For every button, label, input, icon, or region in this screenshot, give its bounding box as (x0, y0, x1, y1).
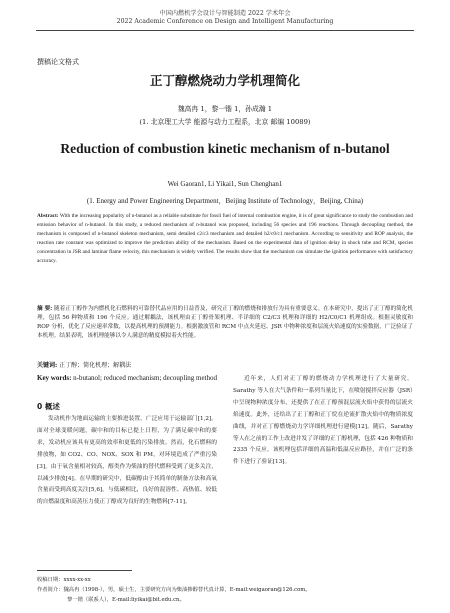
footnote-received: 收稿日期：xxxx-xx-xx (37, 577, 91, 583)
abstract-chinese (37, 305, 413, 341)
footnotes (37, 575, 413, 605)
keywords-english (37, 374, 217, 382)
header-rule (36, 30, 414, 31)
affiliation-english: (1. Energy and Power Engineering Department，Beijing Institute of Technology，Beijing, China) (86, 197, 364, 205)
affiliation-chinese: (1. 北京理工大学 能源与动力工程系，北京 邮编 10089) (139, 118, 311, 126)
section-tag: 撰稿论文格式 (37, 58, 79, 66)
keywords-chinese (37, 360, 131, 369)
footnote-rule (37, 570, 132, 571)
abstract-chinese-label: 摘 要: (37, 306, 53, 312)
authors-english: Wei Gaoran1, Li Yikai1, Sun Chenghan1 (167, 180, 283, 188)
body-column-left: 发动机作为地面运输的主要推进装置，广泛应用于运输部门[1,2]。面对全球变暖问题，碳中和的目标已提上日程，为了满足碳中和的要求，发动机应该具有更高的效率和更低的污染排放。然而，化石燃料的排放物，如 CO2、CO、NOX、SOX 和 PM，对环境造成了严重污染[3]。由于氧含量相对较高，醇类作为柴油的替代燃料受到了更多关注，以减少排放[4]。在早期的研究中，低碳醇由于其简单的制备方法和高氧含量而受到高度关注[5,6]。与低碳相比，良好的混溶性、高热值、较低的自燃温度和高蒸压力使正丁醇成为良好的生物燃料[7-11]。 (37, 416, 217, 506)
keywords-chinese-text: 正丁醇；简化机理；解耦法 (59, 362, 132, 369)
keywords-chinese-label: 关键词: (37, 362, 58, 369)
footnote-author-info: 作者简介：魏高冉（1998-），男，硕士生，主要研究方向为柴油掺醇替代真计算，E-mail:weigaoran@126.com。 (37, 587, 311, 593)
abstract-chinese-text: 随着正丁醇作为内燃机化石燃料的可靠替代品应用的日益普及，研究正丁醇的燃烧和排放行为具有重要意义。在本研究中，提出了正丁醇的简化机理，包括 56 种物质和 196 个反应。通过解耦法，该机理由正丁醇骨架机理、半详细的 C2/C3 机理和详细的 H2/C0/C1 机理组成。根据灵敏度和 ROP 分析，优化了反应速率常数，以提高机理的预测能力。根据激波管和 RCM 中点火延迟、JSR 中物种浓度和层流火焰速度的实验数据，广泛验证了本机理。结果表明，该机理能够以令人满意的精度模拟着火性能。 (37, 306, 413, 339)
keywords-english-label: Key words: (37, 374, 72, 382)
running-head-cn: 中国内燃机学会设计与智能制造 2022 学术年会 (159, 10, 291, 17)
authors-chinese: 魏高冉 1，黎一锴 1，孙成瀚 1 (177, 105, 273, 113)
title-chinese: 正丁醇燃烧动力学机理简化 (149, 73, 300, 88)
abstract-english-text: With the increasing popularity of n-butanol as a reliable substitute for fossil fuel of internal combustion engine, it is of great significance to study the combustion and emission behavior of n-butanol. In this study, a reduced mechanism of n-butanol was proposed, including 56 species and 196 reactions. Through decoupling method, the mechanism is composed of n-butanol skeleton mechanism, semi detailed c2/c3 mechanism and detailed h2/c0/c1 mechanism. According to sensitivity and ROP analysis, the reaction rate constant was optimized to improve the prediction ability of the mechanism. Based on the experimental data of ignition delay in shock tube and RCM, species concentration in JSR and laminar flame velocity, this mechanism is widely verified. The results show that the mechanism can simulate the ignition performance with satisfactory accuracy. (37, 213, 413, 264)
body-column-right: 近年来，人们对正丁醇的燃烧动力学机理进行了大量研究。Sarathy 等人在大气条件和一系列当量比下，在喷射搅拌反应器（JSR）中呈现物种浓度分布，还提供了在正丁醇预混层流火焰中获得的层流火焰速度。此外，还给出了正丁醇和正丁烷在逆流扩散火焰中的物质浓度曲线，并对正丁醇燃烧动力学详细机理进行建模[12]。随后，Sarathy 等人在之前的工作上改进并发了详细的正丁醇机理，包括 426 种物质和 2335 个反应。该机理包括详细的高温和低温反应路径，并在广泛的条件下进行了验证[13]。 (233, 376, 413, 466)
section-heading: 0 概述 (37, 402, 60, 411)
abstract-english (37, 212, 413, 265)
running-head (0, 10, 450, 26)
running-head-en: 2022 Academic Conference on Design and Intelligent Manufacturing (116, 18, 334, 25)
abstract-english-label: Abstract: (37, 213, 59, 219)
keywords-english-text: n-butanol; reduced mechanism; decoupling method (73, 374, 218, 382)
title-english: Reduction of combustion kinetic mechanism of n-butanol (60, 141, 390, 156)
footnote-corresponding: 黎一锴（联系人），E-mail:liyikai@bit.edu.cn。 (67, 597, 185, 603)
